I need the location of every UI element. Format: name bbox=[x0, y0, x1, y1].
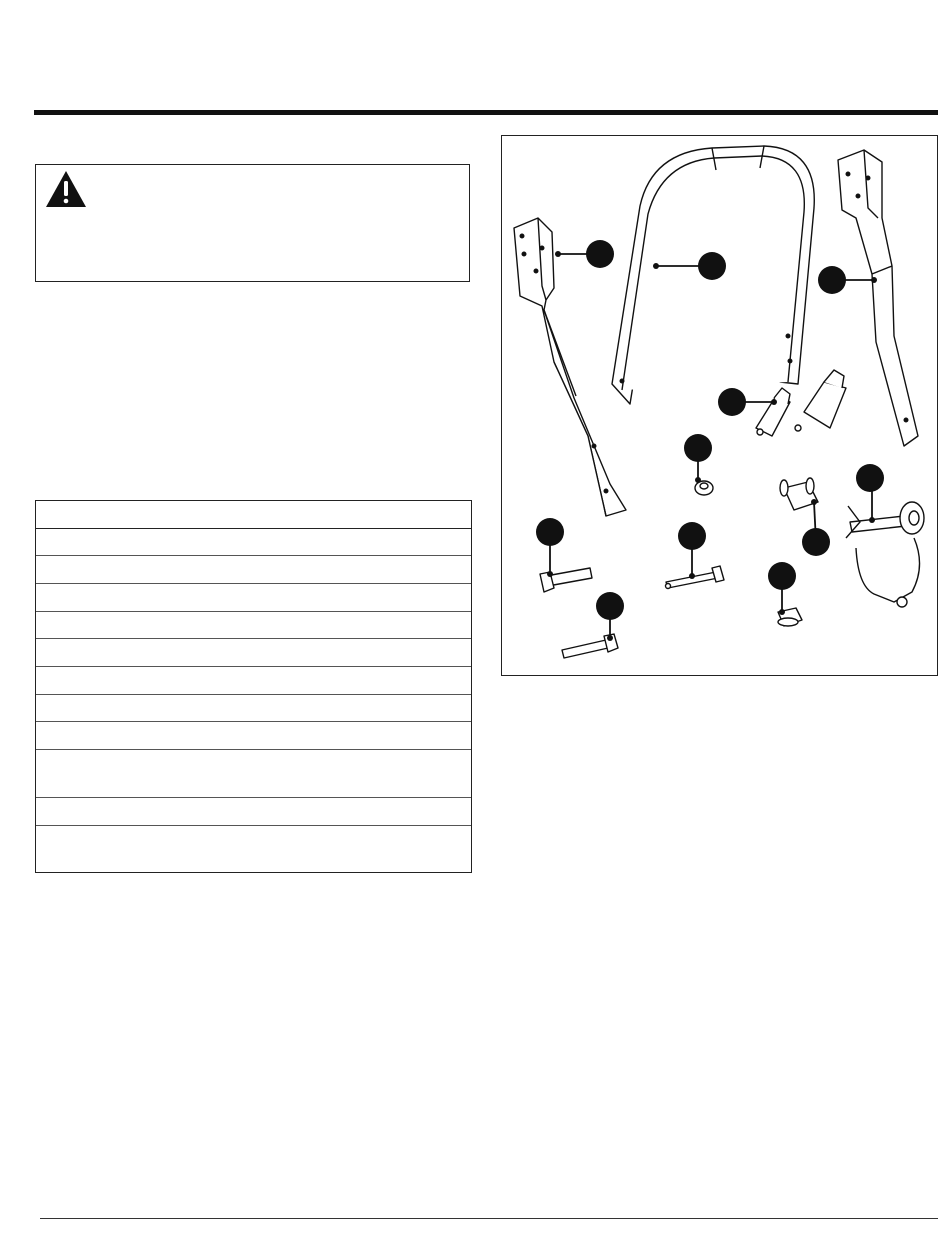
warning-triangle-icon bbox=[44, 169, 88, 209]
spacer bbox=[780, 478, 818, 510]
callout-circle bbox=[678, 522, 706, 550]
footer-rule bbox=[40, 1218, 938, 1219]
table-row bbox=[36, 584, 471, 612]
callout-circle bbox=[718, 388, 746, 416]
table-row bbox=[36, 798, 471, 826]
hitch-pin-with-lanyard bbox=[846, 502, 924, 607]
washer bbox=[695, 481, 713, 495]
table-row bbox=[36, 556, 471, 584]
warning-box bbox=[35, 164, 470, 282]
callout-circle bbox=[698, 252, 726, 280]
clevis-pin bbox=[666, 566, 725, 589]
table-row bbox=[36, 529, 471, 556]
callout-circle bbox=[768, 562, 796, 590]
header-rule bbox=[34, 110, 938, 115]
callout-circle bbox=[586, 240, 614, 268]
callout-circle bbox=[802, 528, 830, 556]
table-row bbox=[36, 612, 471, 639]
table-row bbox=[36, 667, 471, 695]
parts-illustration bbox=[502, 136, 939, 677]
table-row bbox=[36, 639, 471, 667]
table-row bbox=[36, 722, 471, 750]
callout-circle bbox=[684, 434, 712, 462]
callout-circle bbox=[818, 266, 846, 294]
table-header bbox=[36, 501, 471, 529]
parts-table bbox=[35, 500, 472, 873]
right-rops-bracket bbox=[838, 150, 918, 446]
callout-circle bbox=[856, 464, 884, 492]
hex-bolt-long bbox=[540, 568, 592, 592]
callout-circle bbox=[596, 592, 624, 620]
table-row bbox=[36, 750, 471, 798]
parts-figure bbox=[501, 135, 938, 676]
table-row bbox=[36, 826, 471, 873]
callout-circle bbox=[536, 518, 564, 546]
table-row bbox=[36, 695, 471, 722]
